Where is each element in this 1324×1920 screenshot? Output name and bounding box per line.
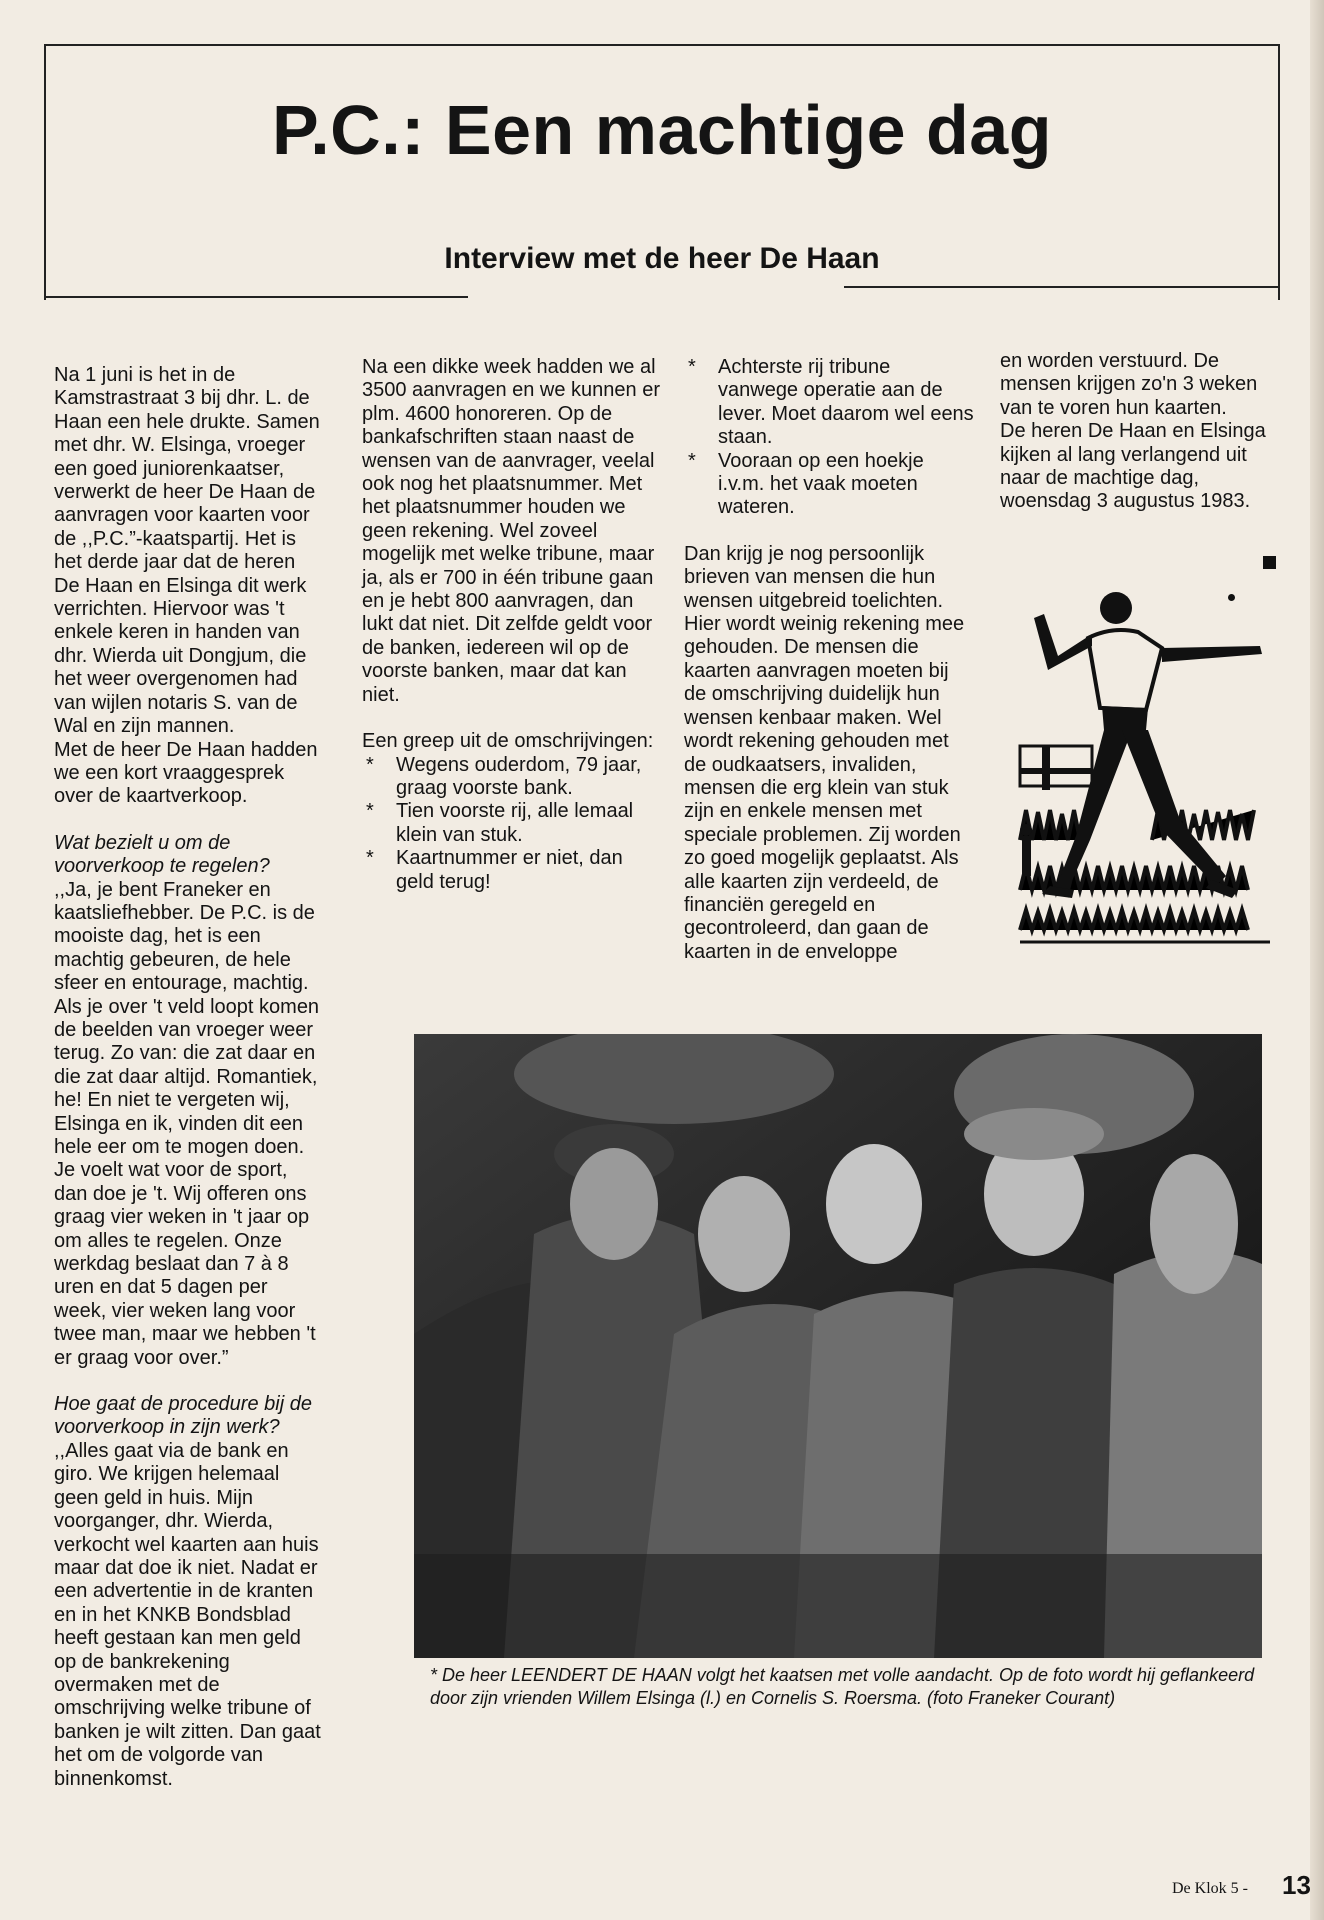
list-intro: Een greep uit de omschrijvingen: xyxy=(362,730,654,753)
column-2 xyxy=(362,356,662,894)
page-edge-shadow xyxy=(1310,0,1324,1920)
question-1: Wat bezielt u om de voorverkoop te regelen? xyxy=(54,831,270,878)
title-rule-right xyxy=(844,286,1278,288)
column-1 xyxy=(54,364,324,1791)
column-4-paragraph: en worden verstuurd. De mensen krijgen zo'n 3 weken van te voren hun kaarten. xyxy=(1000,350,1258,419)
photo-spectators xyxy=(414,1034,1262,1658)
intro-paragraph: Na 1 juni is het in de Kamstrastraat 3 bij dhr. L. de Haan een hele drukte. Samen met dhr. W. Elsinga, vroeger een goed juniorenkaatser, verwerkt de heer De Haan de aanvragen voor kaarten voor de ,,P.C.”-kaatspartij. Het is het derde jaar dat de heren De Haan en Elsinga dit werk verrichten. Hiervoor was 't enkele keren in handen van dhr. Wierda uit Dongjum, die het weer overgenomen had van wijlen notaris S. van de Wal en zijn mannen. xyxy=(54,364,320,738)
list-item: * Tien voorste rij, alle lemaal klein van stuk. xyxy=(362,800,662,847)
column-2-paragraph: Na een dikke week hadden we al 3500 aanvragen en we kunnen er plm. 4600 honoreren. Op de bankafschriften staan naast de wensen van de aanvrager, veelal ook nog het plaatsnummer. Met het plaatsnummer houden we geen rekening. Wel zoveel mogelijk met welke tribune, maar ja, als er 700 in één tribune gaan en je hebt 800 aanvragen, dan lukt dat niet. Dit zelfde geldt voor de banken, iedereen wil op de voorste banken, maar dat kan niet. xyxy=(362,356,661,706)
magazine-name: De Klok 5 - xyxy=(1172,1880,1248,1897)
title-frame xyxy=(44,44,1280,300)
column-4 xyxy=(1000,350,1290,514)
column-3-paragraph: Dan krijg je nog persoonlijk brieven van mensen die hun wensen uitgebreid toelichten. Hier wordt weinig rekening mee gehouden. De mensen die kaarten aanvragen moeten bij de omschrijving duidelijk hun wensen kenbaar maken. Wel wordt rekening gehouden met de oudkaatsers, invaliden, mensen die erg klein van stuk zijn en enkele mensen met speciale problemen. Zij worden zo goed mogelijk geplaatst. Als alle kaarten zijn verdeeld, de financiën geregeld en gecontroleerd, dan gaan de kaarten in de enveloppe xyxy=(684,542,965,963)
answer-1: ,,Ja, je bent Franeker en kaatsliefhebber. De P.C. is de mooiste dag, het is een machtig gebeuren, de hele sfeer en entourage, machtig. Als je over 't veld loopt komen de beelden van vroeger weer terug. Zo van: die zat daar en die zat daar altijd. Romantiek, he! En niet te vergeten wij, Elsinga en ik, vinden dit een hele eer om te mogen doen. Je voelt wat voor de sport, dan doe je 't. Wij offeren ons graag vier weken in 't jaar op om alles te regelen. Onze werkdag beslaat dan 7 à 8 uren en dat 5 dagen per week, vier weken lang voor twee man, maar we hebben 't er graag voor over.” xyxy=(54,878,320,1369)
closing-paragraph: De heren De Haan en Elsinga kijken al lang verlangend uit naar de machtige dag, woensdag 3 augustus 1983. xyxy=(1000,420,1266,513)
question-2: Hoe gaat de procedure bij de voorverkoop in zijn werk? xyxy=(54,1393,312,1439)
spectators-photo-image xyxy=(414,1034,1262,1658)
list-item: * Kaartnummer er niet, dan geld terug! xyxy=(362,847,662,894)
kaatser-illustration xyxy=(1012,590,1270,952)
list-item: * Wegens ouderdom, 79 jaar, graag voorste bank. xyxy=(362,754,662,801)
list-item: * Achterste rij tribune vanwege operatie aan de lever. Moet daarom wel eens staan. xyxy=(684,356,974,450)
article-title: P.C.: Een machtige dag xyxy=(272,91,1052,169)
answer-2: ,,Alles gaat via de bank en giro. We krijgen helemaal geen geld in huis. Mijn voorganger, dhr. Wierda, verkocht wel kaarten aan huis maar dat doe ik niet. Nadat er een advertentie in de kranten en in het KNKB Bondsblad heeft gestaan kan men geld op de bankrekening overmaken met de omschrijving welke tribune of banken je wilt zitten. Dan gaat het om de volgorde van binnenkomst. xyxy=(54,1439,321,1790)
list-item: * Vooraan op een hoekje i.v.m. het vaak moeten wateren. xyxy=(684,450,974,520)
page-number: 13 xyxy=(1282,1870,1311,1900)
photo-caption: * De heer LEENDERT DE HAAN volgt het kaatsen met volle aandacht. Op de foto wordt hij geflankeerd door zijn vrienden Willem Elsinga (l.) en Cornelis S. Roersma. (foto Franeker Courant) xyxy=(430,1665,1255,1708)
end-of-article-mark xyxy=(1263,556,1276,569)
intro-paragraph-2: Met de heer De Haan hadden we een kort vraaggesprek over de kaartverkoop. xyxy=(54,738,318,808)
article-subtitle: Interview met de heer De Haan xyxy=(444,242,880,275)
title-rule-left xyxy=(44,296,468,298)
request-list-continued xyxy=(684,356,974,520)
request-list xyxy=(362,754,662,894)
column-3 xyxy=(684,356,974,964)
